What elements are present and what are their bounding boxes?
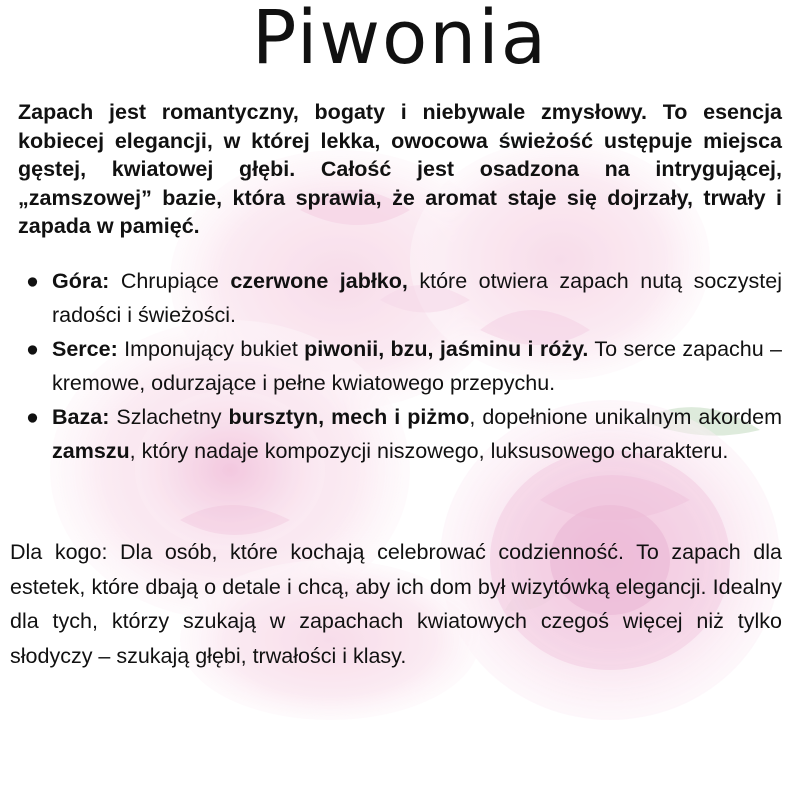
fragrance-notes-list	[24, 264, 782, 468]
note-text: Chrupiące	[109, 269, 231, 293]
note-highlight: piwonii, bzu, jaśminu i róży.	[304, 337, 589, 361]
bullet-icon: ●	[26, 269, 39, 293]
note-highlight: zamszu	[52, 439, 130, 463]
intro-paragraph: Zapach jest romantyczny, bogaty i niebywale zmysłowy. To esencja kobiecej elegancji, w której lekka, owocowa świeżość ustępuje miejsca gęstej, kwiatowej głębi. Całość jest osadzona na intrygującej, „zamszowej” bazie, która sprawia, że aromat staje się dojrzały, trwały i zapada w pamięć.	[18, 100, 782, 238]
note-highlight: bursztyn, mech i piżmo	[228, 405, 470, 429]
note-text: , dopełnione unikalnym akordem	[469, 405, 783, 429]
bullet-icon: ●	[26, 405, 39, 429]
note-label: Góra:	[52, 269, 110, 293]
note-label: Baza:	[52, 405, 110, 429]
bullet-icon: ●	[26, 337, 39, 361]
note-text: Imponujący bukiet	[117, 337, 305, 361]
list-item-top-notes	[24, 264, 782, 332]
note-text: Szlachetny	[109, 405, 229, 429]
target-audience-paragraph: Dla kogo: Dla osób, które kochają celebrować codzienność. To zapach dla estetek, które dbają o detale i chcą, aby ich dom był wizytówką elegancji. Idealny dla tych, którzy szukają w zapachach kwiatowych czegoś więcej niż tylko słodyczy – szukają głębi, trwałości i klasy.	[10, 540, 782, 668]
list-item-base-notes	[24, 400, 782, 468]
note-text: To serce zapachu – kremowe, odurzające i pełne kwiatowego przepychu.	[52, 337, 783, 395]
note-text: , który nadaje kompozycji niszowego, luksusowego charakteru.	[129, 439, 729, 463]
note-text: które otwiera zapach nutą soczystej radości i świeżości.	[52, 269, 782, 327]
note-label: Serce:	[52, 337, 118, 361]
page-title: Piwonia	[251, 0, 549, 81]
note-highlight: czerwone jabłko,	[230, 269, 408, 293]
list-item-heart-notes	[24, 332, 782, 400]
